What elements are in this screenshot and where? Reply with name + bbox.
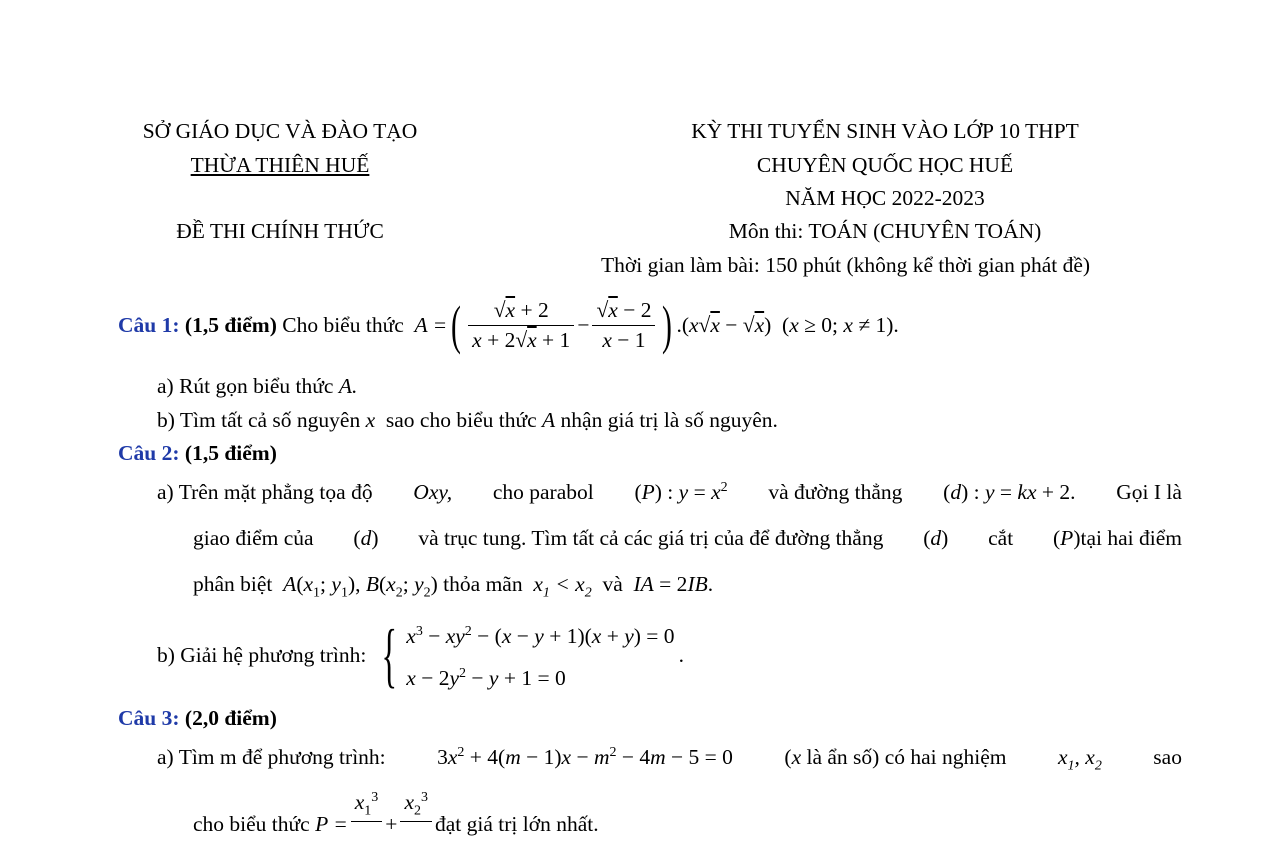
q1-a-var: A.	[338, 374, 358, 398]
q2-a1-oxy: Oxy,	[413, 480, 453, 504]
q2-a2-d2: (d)	[923, 526, 949, 550]
q1-expression: A =	[414, 312, 448, 337]
q2-points-ab: $A(x_1$; $y_1$), $B(x_2$; $y_2$)	[283, 572, 438, 601]
q2-a1-tail: Gọi I là	[1116, 480, 1182, 504]
time-limit: Thời gian làm bài: 150 phút (không kể thời gian phát đề)	[601, 253, 1091, 277]
q2-a2-mid: và trục tung. Tìm tất cả các giá trị của để đường thẳng	[418, 526, 884, 550]
q1-right-paren: )	[662, 295, 673, 355]
school-year: NĂM HỌC 2022-2023	[785, 186, 985, 210]
q2-a3-and: và	[602, 572, 623, 596]
q2-a2-d1: (d)	[353, 526, 379, 550]
q3-a-mid: là ẩn số) có hai nghiệm	[806, 745, 1007, 769]
province-name	[100, 153, 460, 178]
q1-left-paren: (	[451, 295, 462, 355]
q3-points: (2,0 điểm)	[184, 706, 277, 730]
q3-a-pre: a) Tìm m để phương trình:	[157, 745, 386, 769]
question-2	[118, 441, 277, 466]
q3-part-a-line2: cho biểu thức P = $x_1^3$ + $x_2^3$ đạt giá trị lớn nhất.	[193, 790, 599, 850]
exam-title: KỲ THI TUYỂN SINH VÀO LỚP 10 THPT	[691, 119, 1079, 143]
q1-label: Câu 1:	[118, 312, 180, 337]
q2-parabol: (P) : $y = x^2$	[634, 480, 728, 505]
question-1: Câu 1: (1,5 điểm) Cho biểu thức A = ( $\frac{√x + 2}{x + 2√x + 1}$ − $\frac{√x - 2}{x - 1}$ ) .(x√x − √x) (x ≥ 0; x ≠ 1).	[118, 295, 899, 355]
q2-part-a-line1	[157, 480, 1182, 505]
q2-ineq: $x_1 < x_2$	[533, 572, 592, 601]
q2-cond: IA = 2IB.	[633, 572, 714, 596]
q2-a3-pre: phân biệt	[193, 572, 273, 596]
q1-b-pre: b) Tìm tất cả số nguyên	[157, 408, 361, 432]
school-name: CHUYÊN QUỐC HỌC HUẾ	[756, 153, 1014, 177]
q3-equation: $3x^2 + 4(m - 1)x - m^2 - 4m - 5 = 0$	[437, 745, 733, 770]
system-brace: {	[381, 615, 397, 695]
q2-part-b: b) Giải hệ phương trình: { $x^3 - xy^2 - (x - y + 1)(x + y) = 0$ $x - 2y^2 - y + 1 = 0$ .	[157, 614, 684, 696]
q3-a2-end: đạt giá trị lớn nhất.	[434, 812, 599, 836]
q1-b-post: nhận giá trị là số nguyên.	[560, 408, 778, 432]
q2-a2-mid2: cắt	[988, 526, 1014, 550]
q1-b-var: x	[365, 408, 376, 432]
q2-line-d: (d) : y = kx + 2.	[943, 480, 1076, 504]
q3-label: Câu 3:	[118, 706, 180, 730]
q2-a3-mid: thỏa mãn	[443, 572, 523, 596]
q1-points: (1,5 điểm)	[184, 312, 277, 337]
official-label: ĐỀ THI CHÍNH THỨC	[176, 219, 384, 243]
q2-a1-end: và đường thẳng	[768, 480, 903, 504]
q1-b-var2: A	[542, 408, 556, 432]
q3-var-note: (x là ẩn số) có hai nghiệm	[784, 745, 1007, 769]
q2-a2-p: (P)tại hai điểm	[1053, 526, 1182, 550]
q2-label: Câu 2:	[118, 441, 180, 465]
q1-part-a	[157, 374, 357, 399]
q2-part-a-line3	[193, 572, 713, 601]
subject: Môn thi: TOÁN (CHUYÊN TOÁN)	[728, 219, 1042, 243]
q3-part-a-line1	[157, 745, 1182, 774]
question-3	[118, 706, 277, 731]
q3-roots: $x_1$, $x_2$	[1057, 745, 1102, 774]
q3-expr-p: P =	[315, 812, 348, 836]
q1-fraction-1: $\frac{√x + 2}{x + 2√x + 1}$	[468, 298, 574, 353]
q3-frac-2: $x_2^3$	[400, 790, 432, 849]
q1-a-text: a) Rút gọn biểu thức	[157, 374, 334, 398]
q3-a2-pre: cho biểu thức	[193, 812, 310, 836]
dept-name: SỞ GIÁO DỤC VÀ ĐÀO TẠO	[142, 119, 418, 143]
province-text: THỪA THIÊN HUẾ	[190, 153, 370, 177]
q2-a1-mid: cho parabol	[492, 480, 594, 504]
q3-a-end: sao	[1153, 745, 1182, 769]
q2-a2-pre: giao điểm của	[193, 526, 314, 550]
q1-fraction-2: $\frac{√x - 2}{x - 1}$	[592, 298, 655, 353]
q2-a1-pre: a) Trên mặt phẳng tọa độ	[157, 480, 373, 504]
q2-a2-end: tại hai điểm	[1080, 526, 1182, 550]
q2-b-pre: b) Giải hệ phương trình:	[157, 642, 367, 667]
q3-frac-1: $x_1^3$	[351, 790, 383, 849]
q2-points: (1,5 điểm)	[184, 441, 277, 465]
equation-system: $x^3 - xy^2 - (x - y + 1)(x + y) = 0$ $x - 2y^2 - y + 1 = 0$	[406, 623, 675, 691]
q1-intro: Cho biểu thức	[282, 312, 404, 337]
q1-part-b	[157, 408, 778, 433]
q2-part-a-line2	[193, 526, 1182, 551]
q1-b-mid: sao cho biểu thức	[385, 408, 537, 432]
